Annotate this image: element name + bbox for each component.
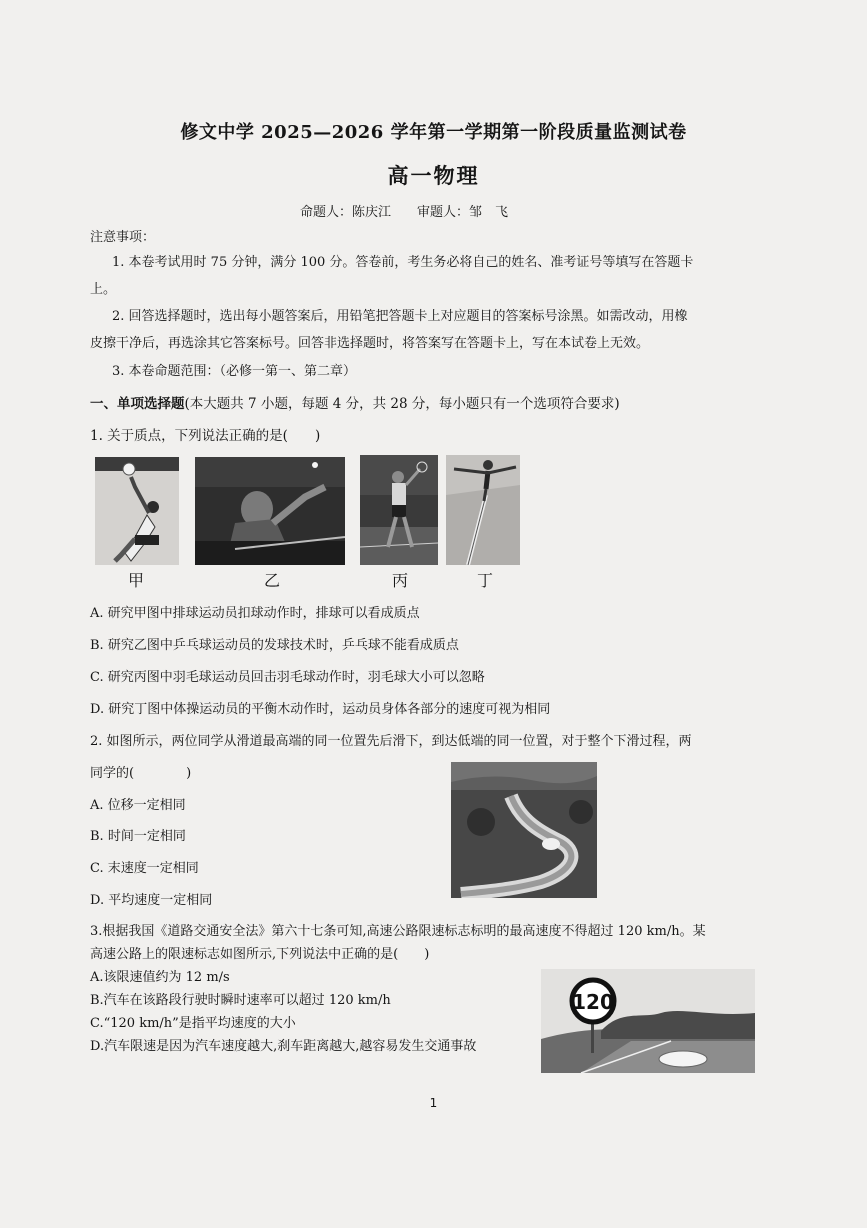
q2-option-c: C. 末速度一定相同 — [90, 861, 199, 876]
photo-slide — [451, 762, 597, 898]
q2-option-d: D. 平均速度一定相同 — [90, 893, 213, 908]
caption-bing: 丙 — [392, 571, 409, 590]
photo-table-tennis — [195, 457, 345, 565]
photo-balance-beam — [446, 455, 520, 565]
q3-option-d: D.汽车限速是因为汽车速度越大,刹车距离越大,越容易发生交通事故 — [90, 1039, 477, 1054]
photo-speed-limit — [541, 969, 755, 1073]
q3-option-b: B.汽车在该路段行驶时瞬时速率可以超过 120 km/h — [90, 993, 391, 1008]
gymnast-figure — [446, 455, 520, 565]
q3-option-a: A.该限速值约为 12 m/s — [90, 970, 230, 985]
photo-badminton — [360, 455, 438, 565]
q1-option-b: B. 研究乙图中乒乓球运动员的发球技术时，乒乓球不能看成质点 — [90, 638, 459, 653]
slide-track-figure — [451, 762, 597, 898]
question-2-stem-line-2: 同学的( ) — [90, 766, 192, 781]
q1-option-d: D. 研究丁图中体操运动员的平衡木动作时，运动员身体各部分的速度可视为相同 — [90, 702, 551, 717]
author-line: 命题人：陈庆江 审题人：邹 飞 — [300, 205, 509, 220]
q1-option-c: C. 研究丙图中羽毛球运动员回击羽毛球动作时，羽毛球大小可以忽略 — [90, 670, 485, 685]
section-heading-desc: (本大题共 7 小题，每题 4 分，共 28 分，每小题只有一个选项符合要求) — [184, 396, 620, 412]
notice-item-1-line-2: 上。 — [90, 282, 117, 297]
question-3-stem-line-2: 高速公路上的限速标志如图所示,下列说法中正确的是( ) — [90, 947, 430, 962]
badminton-player-figure — [360, 455, 438, 565]
section-heading-title: 一、单项选择题 — [90, 396, 185, 412]
q2-option-b: B. 时间一定相同 — [90, 829, 186, 844]
exam-title: 修文中学 2025—2026 学年第一学期第一阶段质量监测试卷 — [180, 122, 687, 143]
subject-title: 高一物理 — [387, 163, 480, 188]
q1-option-a: A. 研究甲图中排球运动员扣球动作时，排球可以看成质点 — [90, 606, 420, 621]
volleyball-player-figure — [95, 457, 179, 565]
question-2-stem-line-1: 2. 如图所示，两位同学从滑道最高端的同一位置先后滑下，到达低端的同一位置，对于整个下滑过程，两 — [90, 734, 692, 749]
notice-item-2-line-1: 2. 回答选择题时，选出每小题答案后，用铅笔把答题卡上对应题目的答案标号涂黑。如需改动，用橡 — [112, 309, 688, 324]
notice-heading: 注意事项： — [90, 230, 156, 245]
question-1-stem: 1. 关于质点，下列说法正确的是( ) — [90, 428, 321, 444]
notice-item-1-line-1: 1. 本卷考试用时 75 分钟，满分 100 分。答卷前，考生务必将自己的姓名、准考证号等填写在答题卡 — [112, 255, 694, 270]
speed-limit-sign-figure — [541, 969, 755, 1073]
question-3-stem-line-1: 3.根据我国《道路交通安全法》第六十七条可知,高速公路限速标志标明的最高速度不得超过 120 km/h。某 — [90, 924, 706, 939]
q3-option-c: C.“120 km/h”是指平均速度的大小 — [90, 1016, 296, 1031]
notice-item-3: 3. 本卷命题范围：（必修一第一、第二章） — [112, 364, 357, 379]
page-number: 1 — [429, 1096, 438, 1110]
caption-yi: 乙 — [264, 571, 281, 590]
q2-option-a: A. 位移一定相同 — [90, 798, 186, 813]
section-heading — [90, 392, 620, 412]
speed-limit-value: 120 — [572, 990, 614, 1014]
caption-jia: 甲 — [128, 571, 145, 590]
notice-item-2-line-2: 皮擦干净后，再选涂其它答案标号。回答非选择题时，将答案写在答题卡上，写在本试卷上无效。 — [90, 336, 650, 351]
caption-ding: 丁 — [477, 571, 494, 590]
photo-volleyball — [95, 457, 179, 565]
table-tennis-player-figure — [195, 457, 345, 565]
